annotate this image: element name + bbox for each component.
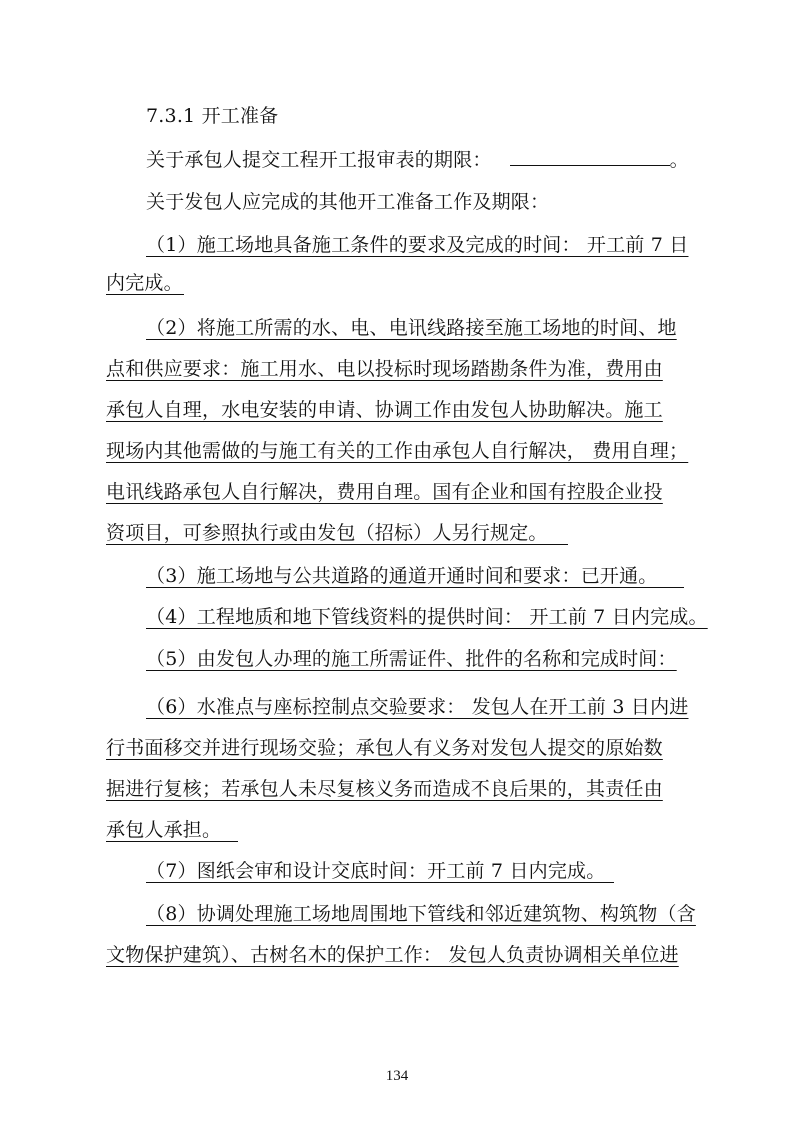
item-1-line-1: （1）施工场地具备施工条件的要求及完成的时间： 开工前 7 日 bbox=[146, 234, 689, 256]
item-2-line-4: 现场内其他需做的与施工有关的工作由承包人自行解决， 费用自理； bbox=[106, 440, 689, 462]
item-2-line-2: 点和供应要求：施工用水、电以投标时现场踏勘条件为准，费用由 bbox=[106, 358, 663, 380]
item-3-line-1: （3）施工场地与公共道路的通道开通时间和要求：已开通。 bbox=[146, 565, 658, 587]
item-6-line-2: 行书面移交并进行现场交验；承包人有义务对发包人提交的原始数 bbox=[106, 737, 663, 759]
item-4-line-1: （4）工程地质和地下管线资料的提供时间： 开工前 7 日内完成。 bbox=[146, 606, 708, 628]
item-2-line-3: 承包人自理，水电安装的申请、协调工作由发包人协助解决。施工 bbox=[106, 399, 663, 421]
underline-fill bbox=[654, 587, 684, 588]
item-8-line-2: 文物保护建筑）、古树名木的保护工作： 发包人负责协调相关单位进 bbox=[106, 944, 679, 966]
underline-fill bbox=[202, 841, 238, 842]
blank-field bbox=[510, 147, 670, 166]
page-number: 134 bbox=[385, 1068, 409, 1084]
item-8-line-1: （8）协调处理施工场地周围地下管线和邻近建筑物、构筑物（含 bbox=[146, 903, 696, 925]
underline-fill bbox=[546, 544, 568, 545]
item-1-line-2: 内完成。 bbox=[106, 272, 183, 294]
intro-submission-deadline bbox=[146, 147, 696, 172]
item-6-line-1: （6）水准点与座标控制点交验要求： 发包人在开工前 3 日内进 bbox=[146, 696, 689, 718]
underline-fill bbox=[596, 882, 614, 883]
item-2-line-5: 电讯线路承包人自行解决，费用自理。国有企业和国有控股企业投 bbox=[106, 481, 663, 503]
intro-employer-preparation: 关于发包人应完成的其他开工准备工作及期限： bbox=[146, 191, 550, 213]
item-6-line-3: 据进行复核；若承包人未尽复核义务而造成不良后果的，其责任由 bbox=[106, 778, 663, 800]
intro-end: 。 bbox=[669, 149, 689, 171]
underline-fill bbox=[170, 294, 184, 295]
intro-text: 关于承包人提交工程开工报审表的期限： bbox=[146, 149, 492, 171]
section-title: 7.3.1 开工准备 bbox=[146, 105, 279, 127]
item-7-line-1: （7）图纸会审和设计交底时间：开工前 7 日内完成。 bbox=[146, 860, 606, 882]
item-2-line-1: （2）将施工所需的水、电、电讯线路接至施工场地的时间、地 bbox=[146, 317, 677, 339]
item-2-line-6: 资项目，可参照执行或由发包（招标）人另行规定。 bbox=[106, 522, 548, 544]
item-6-line-4: 承包人承担。 bbox=[106, 819, 222, 841]
item-5-line-1: （5）由发包人办理的施工所需证件、批件的名称和完成时间： bbox=[146, 648, 677, 670]
